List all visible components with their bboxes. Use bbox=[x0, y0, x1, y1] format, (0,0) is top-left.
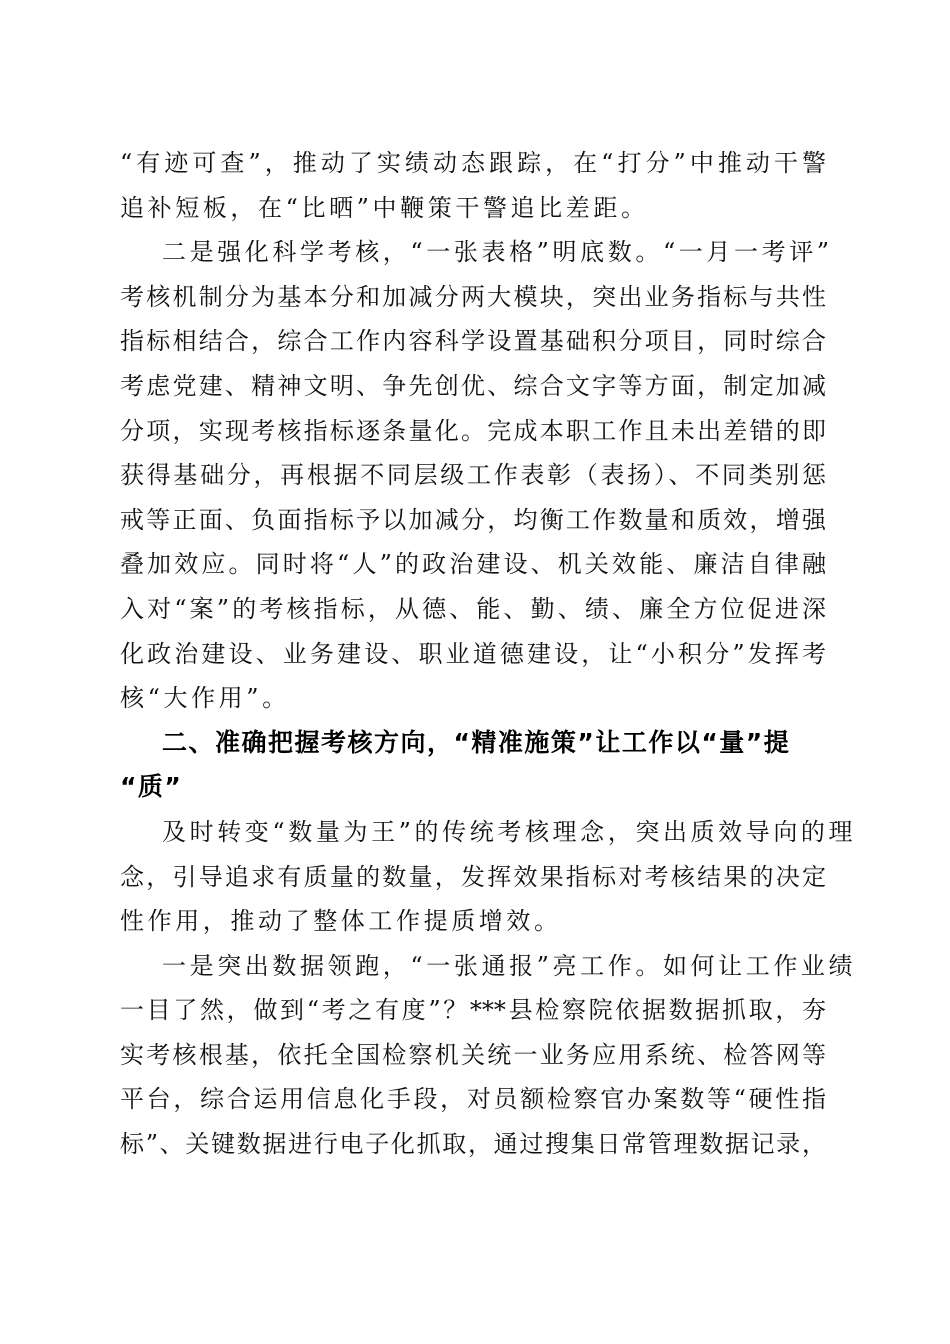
text-line: 获得基础分，再根据不同层级工作表彰（表扬）、不同类别惩 bbox=[120, 461, 826, 490]
text-line: 分项，实现考核指标逐条量化。完成本职工作且未出差错的即 bbox=[120, 416, 826, 445]
text-line: 一目了然，做到“考之有度”？***县检察院依据数据抓取，夯 bbox=[120, 996, 826, 1025]
heading-line: “质” bbox=[120, 772, 183, 802]
section-heading bbox=[120, 721, 826, 810]
document-body bbox=[120, 141, 857, 1167]
text-line: 考虑党建、精神文明、争先创优、综合文字等方面，制定加减 bbox=[120, 371, 826, 400]
text-line: 核“大作用”。 bbox=[120, 684, 290, 713]
text-line: 及时转变“数量为王”的传统考核理念，突出质效导向的理 bbox=[162, 817, 857, 846]
text-line: “有迹可查”，推动了实绩动态跟踪，在“打分”中推动干警 bbox=[120, 149, 826, 177]
heading-line: 二、准确把握考核方向，“精准施策”让工作以“量”提 bbox=[162, 727, 791, 757]
text-line: 考核机制分为基本分和加减分两大模块，突出业务指标与共性 bbox=[120, 282, 826, 311]
text-line: 指标相结合，综合工作内容科学设置基础积分项目，同时综合 bbox=[120, 327, 826, 356]
text-line: 实考核根基，依托全国检察机关统一业务应用系统、检答网等 bbox=[120, 1040, 826, 1069]
text-line: 标”、关键数据进行电子化抓取，通过搜集日常管理数据记录， bbox=[120, 1130, 826, 1159]
text-line: 叠加效应。同时将“人”的政治建设、机关效能、廉洁自律融 bbox=[120, 550, 826, 579]
paragraph-scientific-assessment bbox=[120, 230, 833, 721]
text-line: 化政治建设、业务建设、职业道德建设，让“小积分”发挥考 bbox=[120, 639, 826, 668]
text-line: 戒等正面、负面指标予以加减分，均衡工作数量和质效，增强 bbox=[120, 505, 826, 534]
paragraph-data-leading bbox=[120, 944, 857, 1167]
text-line: 追补短板，在“比晒”中鞭策干警追比差距。 bbox=[120, 193, 649, 222]
text-line: 一是突出数据领跑，“一张通报”亮工作。如何让工作业绩 bbox=[162, 951, 857, 980]
text-line: 念，引导追求有质量的数量，发挥效果指标对考核结果的决定 bbox=[120, 862, 826, 891]
text-line: 二是强化科学考核，“一张表格”明底数。“一月一考评” bbox=[162, 238, 833, 267]
paragraph-quality-orientation bbox=[120, 810, 857, 944]
text-line: 入对“案”的考核指标，从德、能、勤、绩、廉全方位促进深 bbox=[120, 594, 826, 623]
text-line: 平台，综合运用信息化手段，对员额检察官办案数等“硬性指 bbox=[120, 1085, 826, 1114]
paragraph-continuation bbox=[120, 141, 826, 230]
text-line: 性作用，推动了整体工作提质增效。 bbox=[120, 907, 562, 936]
